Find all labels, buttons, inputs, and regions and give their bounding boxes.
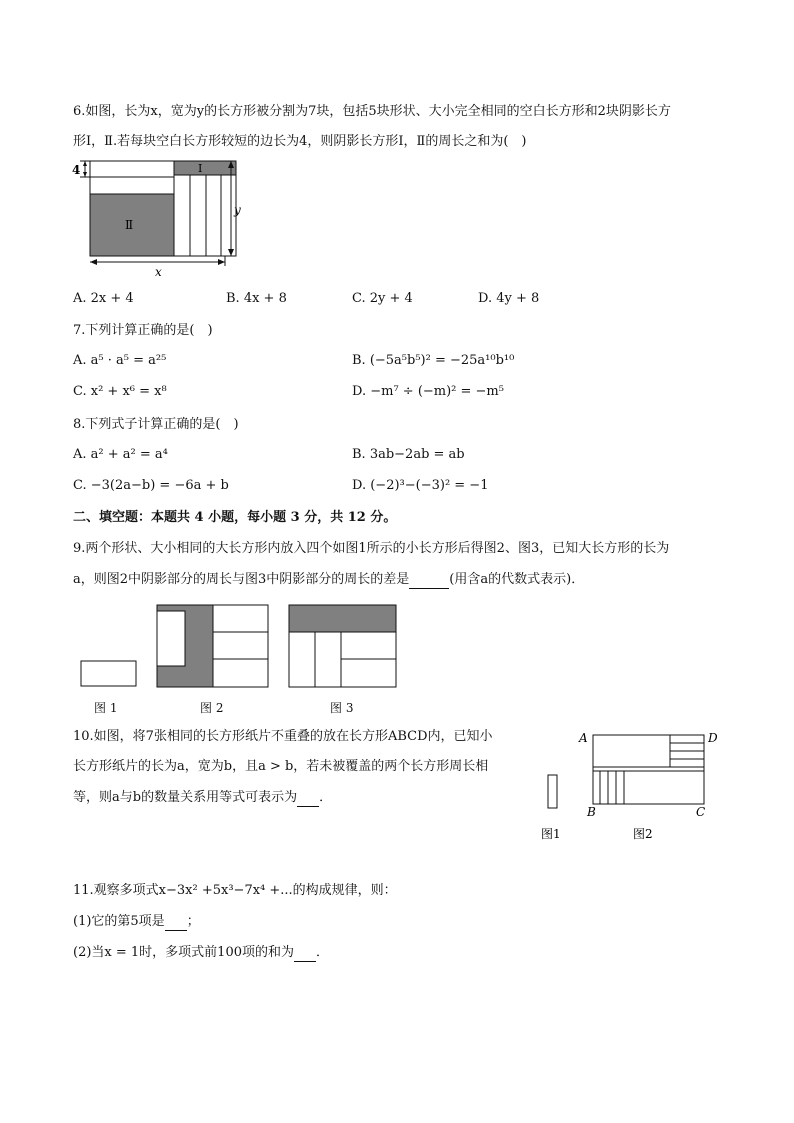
q9-caption-3: 图 3 (330, 701, 354, 715)
q9-caption-1: 图 1 (94, 701, 118, 715)
q9-fig1-rect (81, 661, 136, 686)
q11-part2-b: ． (316, 945, 330, 960)
q10-label-C: C (696, 805, 706, 819)
q9-figures (78, 600, 403, 695)
q6-label-4: 4 (72, 163, 81, 177)
q10-fig1-rect (548, 775, 557, 808)
q6-figure (68, 155, 248, 280)
q11-part2-a: (2)当x = 1时，多项式前100项的和为 (73, 945, 294, 960)
section-2-title: 二、填空题：本题共 4 小题，每小题 3 分，共 12 分。 (73, 510, 397, 525)
q6-option-d[interactable]: D. 4y + 8 (478, 291, 540, 306)
q6-option-c[interactable]: C. 2y + 4 (352, 291, 413, 306)
q6-label-y: y (234, 203, 241, 217)
q10-label-A: A (579, 731, 588, 745)
q10-caption-2: 图2 (633, 827, 653, 841)
q7-option-d[interactable]: D. −m⁷ ÷ (−m)² = −m⁵ (352, 384, 504, 399)
q11-stem: 11.观察多项式x−3x² +5x³−7x⁴ +...的构成规律，则： (73, 883, 397, 898)
q10-stem-line3-a: 等，则a与b的数量关系用等式可表示为 (73, 790, 298, 805)
q11-part1-b: ； (186, 914, 200, 929)
q10-stem-line3 (73, 789, 332, 807)
q9-stem-line2-a: a，则图2中阴影部分的周长与图3中阴影部分的周长的差是 (73, 572, 410, 587)
q9-answer-blank[interactable] (409, 588, 449, 589)
q8-option-b[interactable]: B. 3ab−2ab = ab (352, 447, 465, 462)
q6-option-b[interactable]: B. 4x + 8 (226, 291, 287, 306)
q10-stem-line1: 10.如图，将7张相同的长方形纸片不重叠的放在长方形ABCD内，已知小 (73, 729, 493, 744)
q9-stem-line2 (73, 571, 584, 589)
q10-figure (536, 726, 726, 844)
q11-part1-blank[interactable] (165, 930, 187, 931)
q8-stem: 8.下列式子计算正确的是( ) (73, 417, 239, 432)
q11-part1-a: (1)它的第5项是 (73, 914, 165, 929)
q8-option-d[interactable]: D. (−2)³−(−3)² = −1 (352, 478, 489, 493)
q10-label-B: B (587, 805, 596, 819)
q10-stem-line3-b: ． (319, 790, 333, 805)
q6-label-x: x (155, 265, 162, 279)
q6-option-a[interactable]: A. 2x + 4 (73, 291, 134, 306)
q6-stem-line2: 形Ⅰ，Ⅱ.若每块空白长方形较短的边长为4，则阴影长方形Ⅰ，Ⅱ的周长之和为( ) (73, 134, 527, 149)
q8-option-a[interactable]: A. a² + a² = a⁴ (73, 447, 168, 462)
q7-option-c[interactable]: C. x² + x⁶ = x⁸ (73, 384, 167, 399)
q10-caption-1: 图1 (541, 827, 561, 841)
q7-option-b[interactable]: B. (−5a⁵b⁵)² = −25a¹⁰b¹⁰ (352, 353, 515, 368)
q6-stem-line1: 6.如图，长为x，宽为y的长方形被分割为7块，包括5块形状、大小完全相同的空白长方形和2块阴影长方 (73, 104, 671, 119)
q7-option-a[interactable]: A. a⁵ · a⁵ = a²⁵ (73, 353, 167, 368)
q11-part1 (73, 913, 200, 931)
q8-option-c[interactable]: C. −3(2a−b) = −6a + b (73, 478, 229, 493)
q6-label-II: Ⅱ (125, 218, 134, 232)
q11-part2-blank[interactable] (294, 961, 316, 962)
q11-part2 (73, 944, 329, 962)
q10-answer-blank[interactable] (297, 806, 319, 807)
q9-stem-line1: 9.两个形状、大小相同的大长方形内放入四个如图1所示的小长方形后得图2、图3，已知大长方形的长为 (73, 541, 670, 556)
q9-stem-line2-b: (用含a的代数式表示)． (449, 572, 585, 587)
q7-stem: 7.下列计算正确的是( ) (73, 323, 213, 338)
q6-shaded-I (174, 161, 236, 175)
q10-label-D: D (708, 731, 718, 745)
q6-label-I: Ⅰ (198, 162, 203, 175)
q9-caption-2: 图 2 (200, 701, 224, 715)
q10-stem-line2: 长方形纸片的长为a，宽为b，且a > b，若未被覆盖的两个长方形周长相 (73, 759, 489, 774)
